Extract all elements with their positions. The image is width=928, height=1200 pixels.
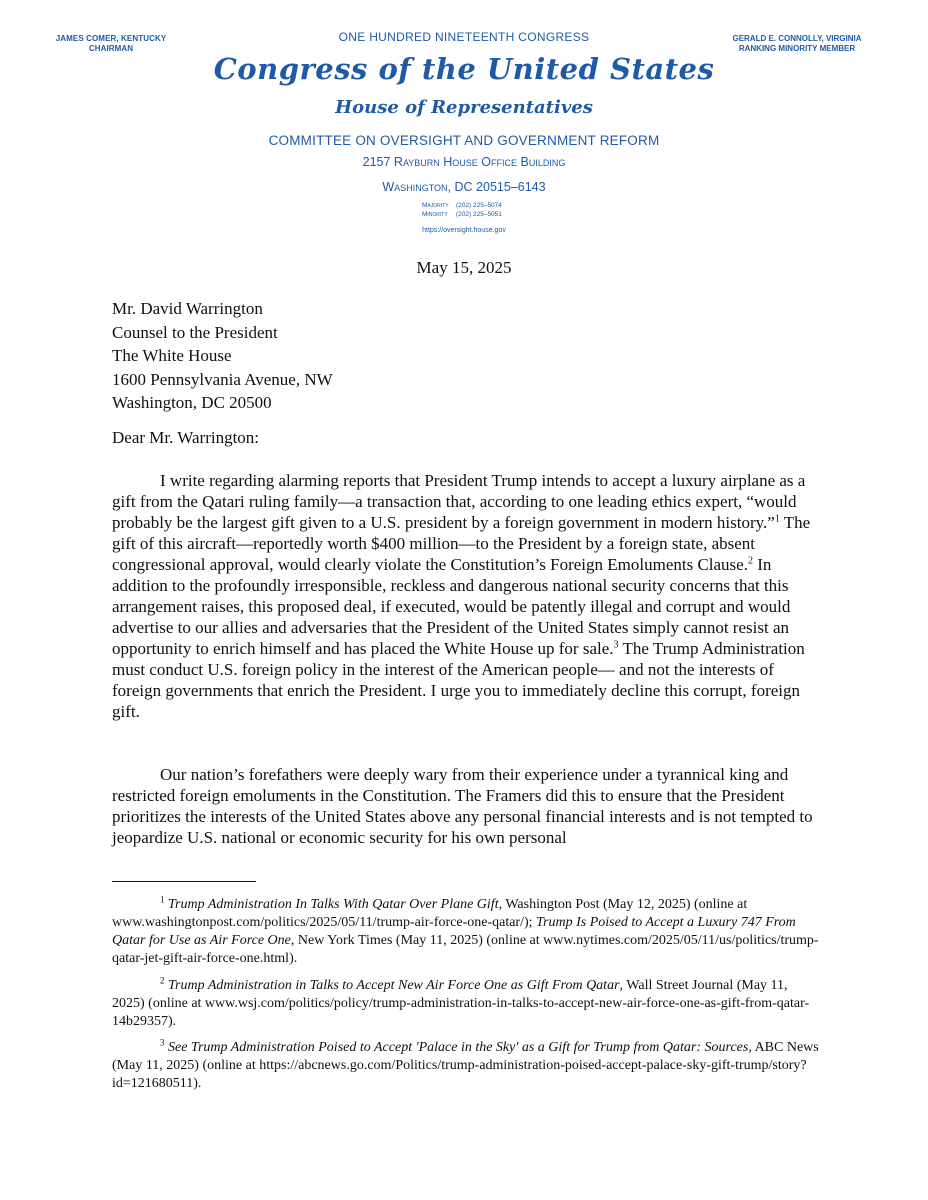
- footnote-ref-1[interactable]: 1: [774, 513, 780, 525]
- address-line-2: Washington, DC 20515–6143: [382, 180, 546, 194]
- ranking-member-title: RANKING MINORITY MEMBER: [738, 44, 856, 53]
- chairman-name: JAMES COMER, KENTUCKY: [55, 34, 167, 43]
- minority-phone-row: [422, 210, 502, 219]
- footnote-3: [112, 1039, 820, 1093]
- footnote-text: , Wall Street Journal (May 11, 2025) (online at www.wsj.com/politics/policy/trump-administration-in-talks-to-accept-new-air-force-one-as-gift-from-qatar-14b29357).: [112, 978, 810, 1029]
- footnote-1: [112, 896, 820, 968]
- footnote-text: , Washington Post (May 12, 2025) (online at www.washingtonpost.com/politics/2025/05/11/trump-air-force-one-qatar/);: [112, 897, 748, 930]
- footnote-ref-2[interactable]: 2: [747, 555, 753, 567]
- ranking-member-name: GERALD E. CONNOLLY, VIRGINIA: [732, 34, 862, 43]
- p1-text-3: In addition to the profoundly irresponsible, reckless and dangerous national security concerns that this arrangement raises, this proposed deal, if executed, would be patently illegal and corrupt and would advertise to our allies and adversaries that the President of the United States simply cannot resist an opportunity to enrich himself and has placed the White House up for sale.: [112, 555, 791, 658]
- recipient-line: 1600 Pennsylvania Avenue, NW: [112, 369, 333, 389]
- congress-title: Congress of the United States: [213, 52, 715, 86]
- footnote-text: , New York Times (May 11, 2025) (online at www.nytimes.com/2025/05/11/us/politics/trump-qatar-jet-gift-air-force-one.html).: [112, 933, 819, 966]
- website-link[interactable]: https://oversight.house.gov: [422, 227, 506, 234]
- footnote-number: 3: [160, 1037, 165, 1048]
- minority-phone: (202) 225–5051: [456, 211, 502, 218]
- majority-phone-row: [422, 201, 502, 210]
- minority-label: Minority: [422, 211, 448, 218]
- footnote-source-title: Trump Administration in Talks to Accept New Air Force One as Gift From Qatar: [168, 978, 620, 993]
- address-line-1: 2157 Rayburn House Office Building: [362, 155, 566, 169]
- chairman-title: CHAIRMAN: [88, 44, 134, 53]
- letter-date: May 15, 2025: [416, 258, 512, 277]
- majority-phone: (202) 225–5074: [456, 202, 502, 209]
- footnote-source-title: Trump Is Poised to Accept a Luxury 747 From Qatar for Use as Air Force One: [112, 915, 796, 948]
- salutation: Dear Mr. Warrington:: [112, 428, 260, 447]
- committee-name: COMMITTEE ON OVERSIGHT AND GOVERNMENT REFORM: [268, 133, 660, 148]
- footnote-text: , ABC News (May 11, 2025) (online at https://abcnews.go.com/Politics/trump-administration-poised-accept-palace-sky-gift-trump/story?id=121680511).: [112, 1040, 819, 1091]
- recipient-line: Mr. David Warrington: [112, 299, 263, 318]
- congress-number: ONE HUNDRED NINETEENTH CONGRESS: [338, 30, 590, 44]
- footnote-2: [112, 977, 820, 1031]
- recipient-line: Washington, DC 20500: [112, 393, 272, 412]
- p1-text-1: I write regarding alarming reports that President Trump intends to accept a luxury airplane as a gift from the Qatari ruling family—a transaction that, according to one leading ethics expert, “would probably be the largest gift given to a U.S. president by a foreign government in modern history.”: [112, 471, 806, 532]
- footnote-source-title: See Trump Administration Poised to Accept 'Palace in the Sky' as a Gift for Trump from Qatar: Sources: [168, 1040, 749, 1055]
- recipient-line: The White House: [112, 346, 232, 365]
- footnote-number: 2: [160, 975, 165, 986]
- body-paragraph-1: [112, 470, 820, 722]
- footnote-number: 1: [160, 894, 165, 905]
- p1-text-2: The gift of this aircraft—reportedly worth $400 million—to the President by a foreign state, absent congressional approval, would clearly violate the Constitution’s Foreign Emoluments Clause.: [112, 513, 811, 574]
- house-title: House of Representatives: [335, 97, 593, 118]
- p1-text-4: The Trump Administration must conduct U.S. foreign policy in the interest of the American people— and not the interests of foreign governments that enrich the President. I urge you to immediately decline this corrupt, foreign gift.: [112, 639, 805, 721]
- recipient-line: Counsel to the President: [112, 322, 278, 342]
- footnote-divider: [112, 881, 256, 882]
- body-paragraph-2: [112, 764, 820, 848]
- footnote-ref-3[interactable]: 3: [613, 639, 619, 651]
- recipient-address: [112, 297, 333, 415]
- majority-label: Majority: [422, 202, 449, 209]
- p2-text: Our nation’s forefathers were deeply wary from their experience under a tyrannical king and restricted foreign emoluments in the Constitution. The Framers did this to ensure that the President prioritizes the interests of the United States above any personal financial interests and is not tempted to jeopardize U.S. national or economic security for his own personal: [112, 765, 813, 847]
- phone-block: [422, 201, 502, 219]
- footnote-source-title: Trump Administration In Talks With Qatar Over Plane Gift: [168, 897, 499, 912]
